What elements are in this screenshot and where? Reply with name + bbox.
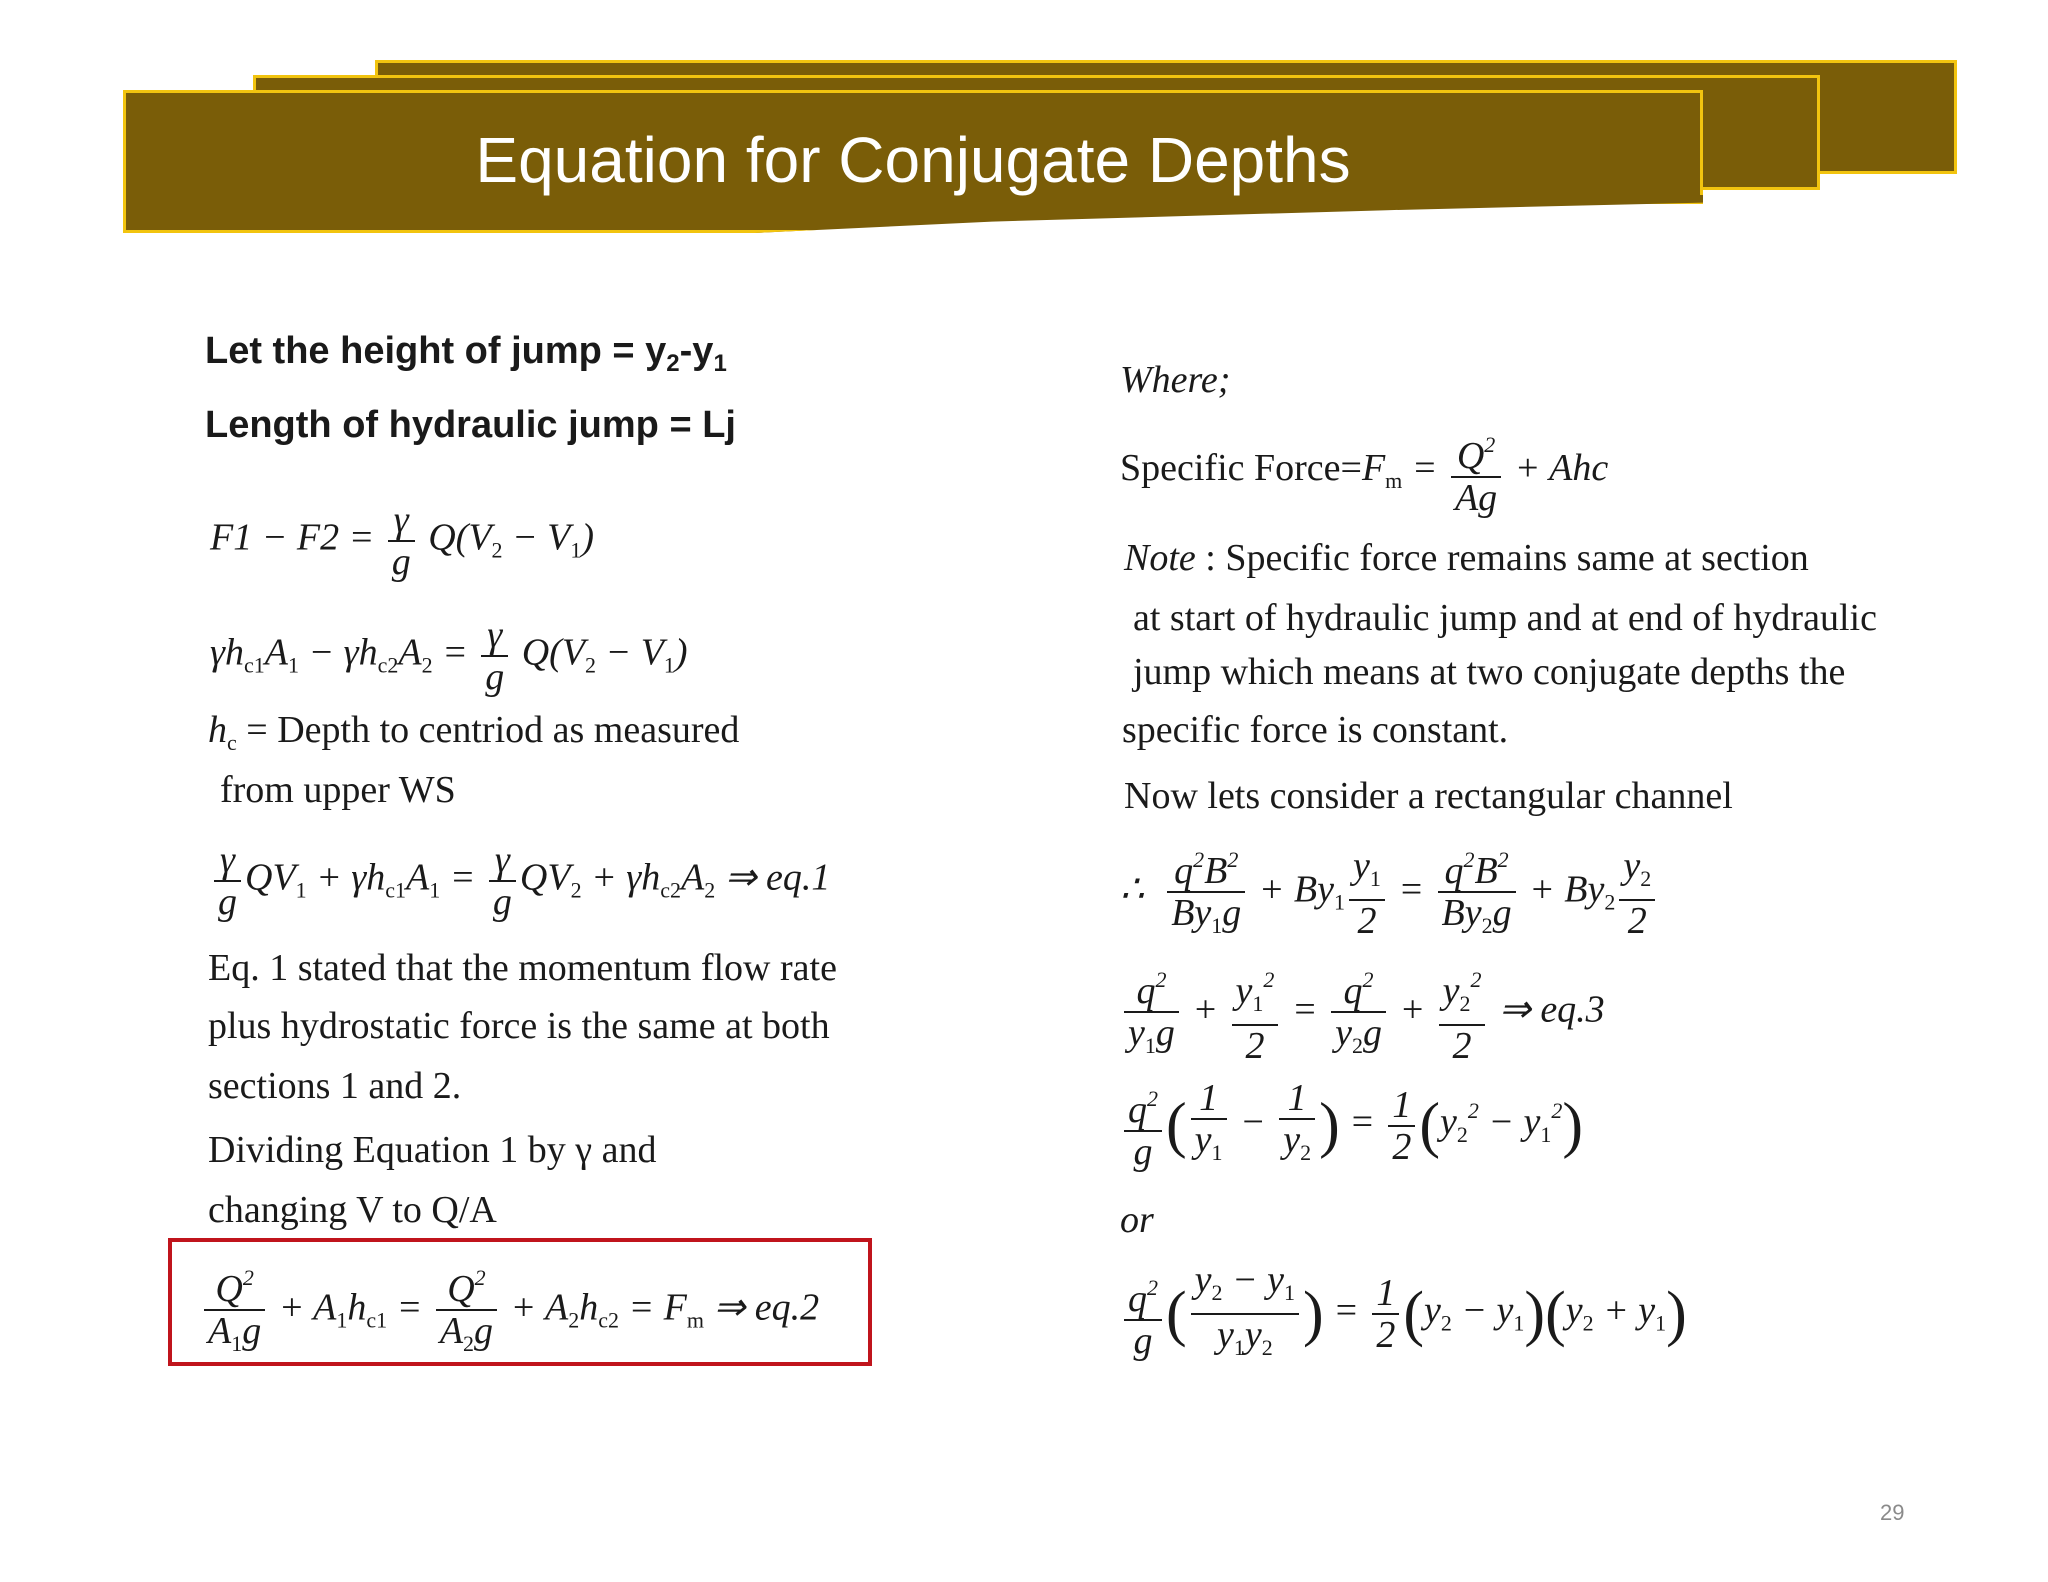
dividing-line-2: changing V to Q/A <box>208 1189 497 1231</box>
rectangular-channel-line: Now lets consider a rectangular channel <box>1124 775 1733 817</box>
jump-height-line: Let the height of jump = $y_2-y_1$ <box>205 330 727 377</box>
difference-equation: $\frac{q^2}{g}$ ( $\frac{1}{y_1}$ − $\frac{1}{y_2}$ ) = $\frac{1}{2}$ $(y_2^2 - y_1^2)$ <box>1120 1078 1583 1173</box>
explanation-line-3: sections 1 and 2. <box>208 1065 462 1107</box>
jump-length-line: Length of hydraulic jump = Lj <box>205 404 736 446</box>
hc-definition: $h_c$ = Depth to centriod as measured <box>208 709 740 755</box>
rectangular-equation: ∴ $\frac{q^2B^2}{By_1g}$ + $By_1$ $\frac{y_1}{2}$ = $\frac{q^2B^2}{By_2g}$ + $By_2$ $\frac{y_2}{2}$ <box>1120 840 1659 946</box>
force-equation: F1 − F2 = $\frac{\gamma}{g}$ $Q(V_2 - V_1)$ <box>210 499 595 583</box>
pressure-equation: $\gamma h_{c1}A_1 - \gamma h_{c2}A_2$ = $\frac{\gamma}{g}$ $Q(V_2 - V_1)$ <box>210 614 688 698</box>
explanation-line-1: Eq. 1 stated that the momentum flow rate <box>208 947 837 989</box>
where-label: Where; <box>1120 359 1231 401</box>
or-label: or <box>1120 1199 1154 1241</box>
hc-definition-cont: from upper WS <box>220 769 456 811</box>
dividing-line-1: Dividing Equation 1 by γ and <box>208 1129 657 1171</box>
note-line-3: jump which means at two conjugate depths the <box>1133 651 1846 693</box>
slide-title: Equation for Conjugate Depths <box>475 124 1351 196</box>
note-line-4: specific force is constant. <box>1122 709 1509 751</box>
specific-force-equation: Specific $Force=F_m$ = $\frac{Q^2}{Ag}$ + Ahc <box>1120 425 1608 518</box>
equation-2: $\frac{Q^2}{A_1g}$ + $A_1h_{c1}$ = $\frac{Q^2}{A_2g}$ + $A_2h_{c2} = F_m$ ⇒ eq.2 <box>200 1258 819 1364</box>
page-number: 29 <box>1880 1500 1905 1525</box>
equation-1: $\frac{\gamma}{g}$ $QV_1 + \gamma h_{c1}A_1$ = $\frac{\gamma}{g}$ $QV_2 + \gamma h_{c2}A_2$ ⇒ eq.1 <box>210 840 830 922</box>
equation-3: $\frac{q^2}{y_1g}$ + $\frac{y_1^2}{2}$ = $\frac{q^2}{y_2g}$ + $\frac{y_2^2}{2}$ ⇒ eq.3 <box>1120 960 1605 1066</box>
factored-equation: $\frac{q^2}{g}$ ( $\frac{y_2 - y_1}{y_1y_2}$ ) = $\frac{1}{2}$ $(y_2 - y_1)(y_2 + y_1)$ <box>1120 1260 1687 1368</box>
note-line-2: at start of hydraulic jump and at end of hydraulic <box>1133 597 1877 639</box>
explanation-line-2: plus hydrostatic force is the same at both <box>208 1005 830 1047</box>
note-line-1: Note : Specific force remains same at section <box>1124 537 1809 579</box>
